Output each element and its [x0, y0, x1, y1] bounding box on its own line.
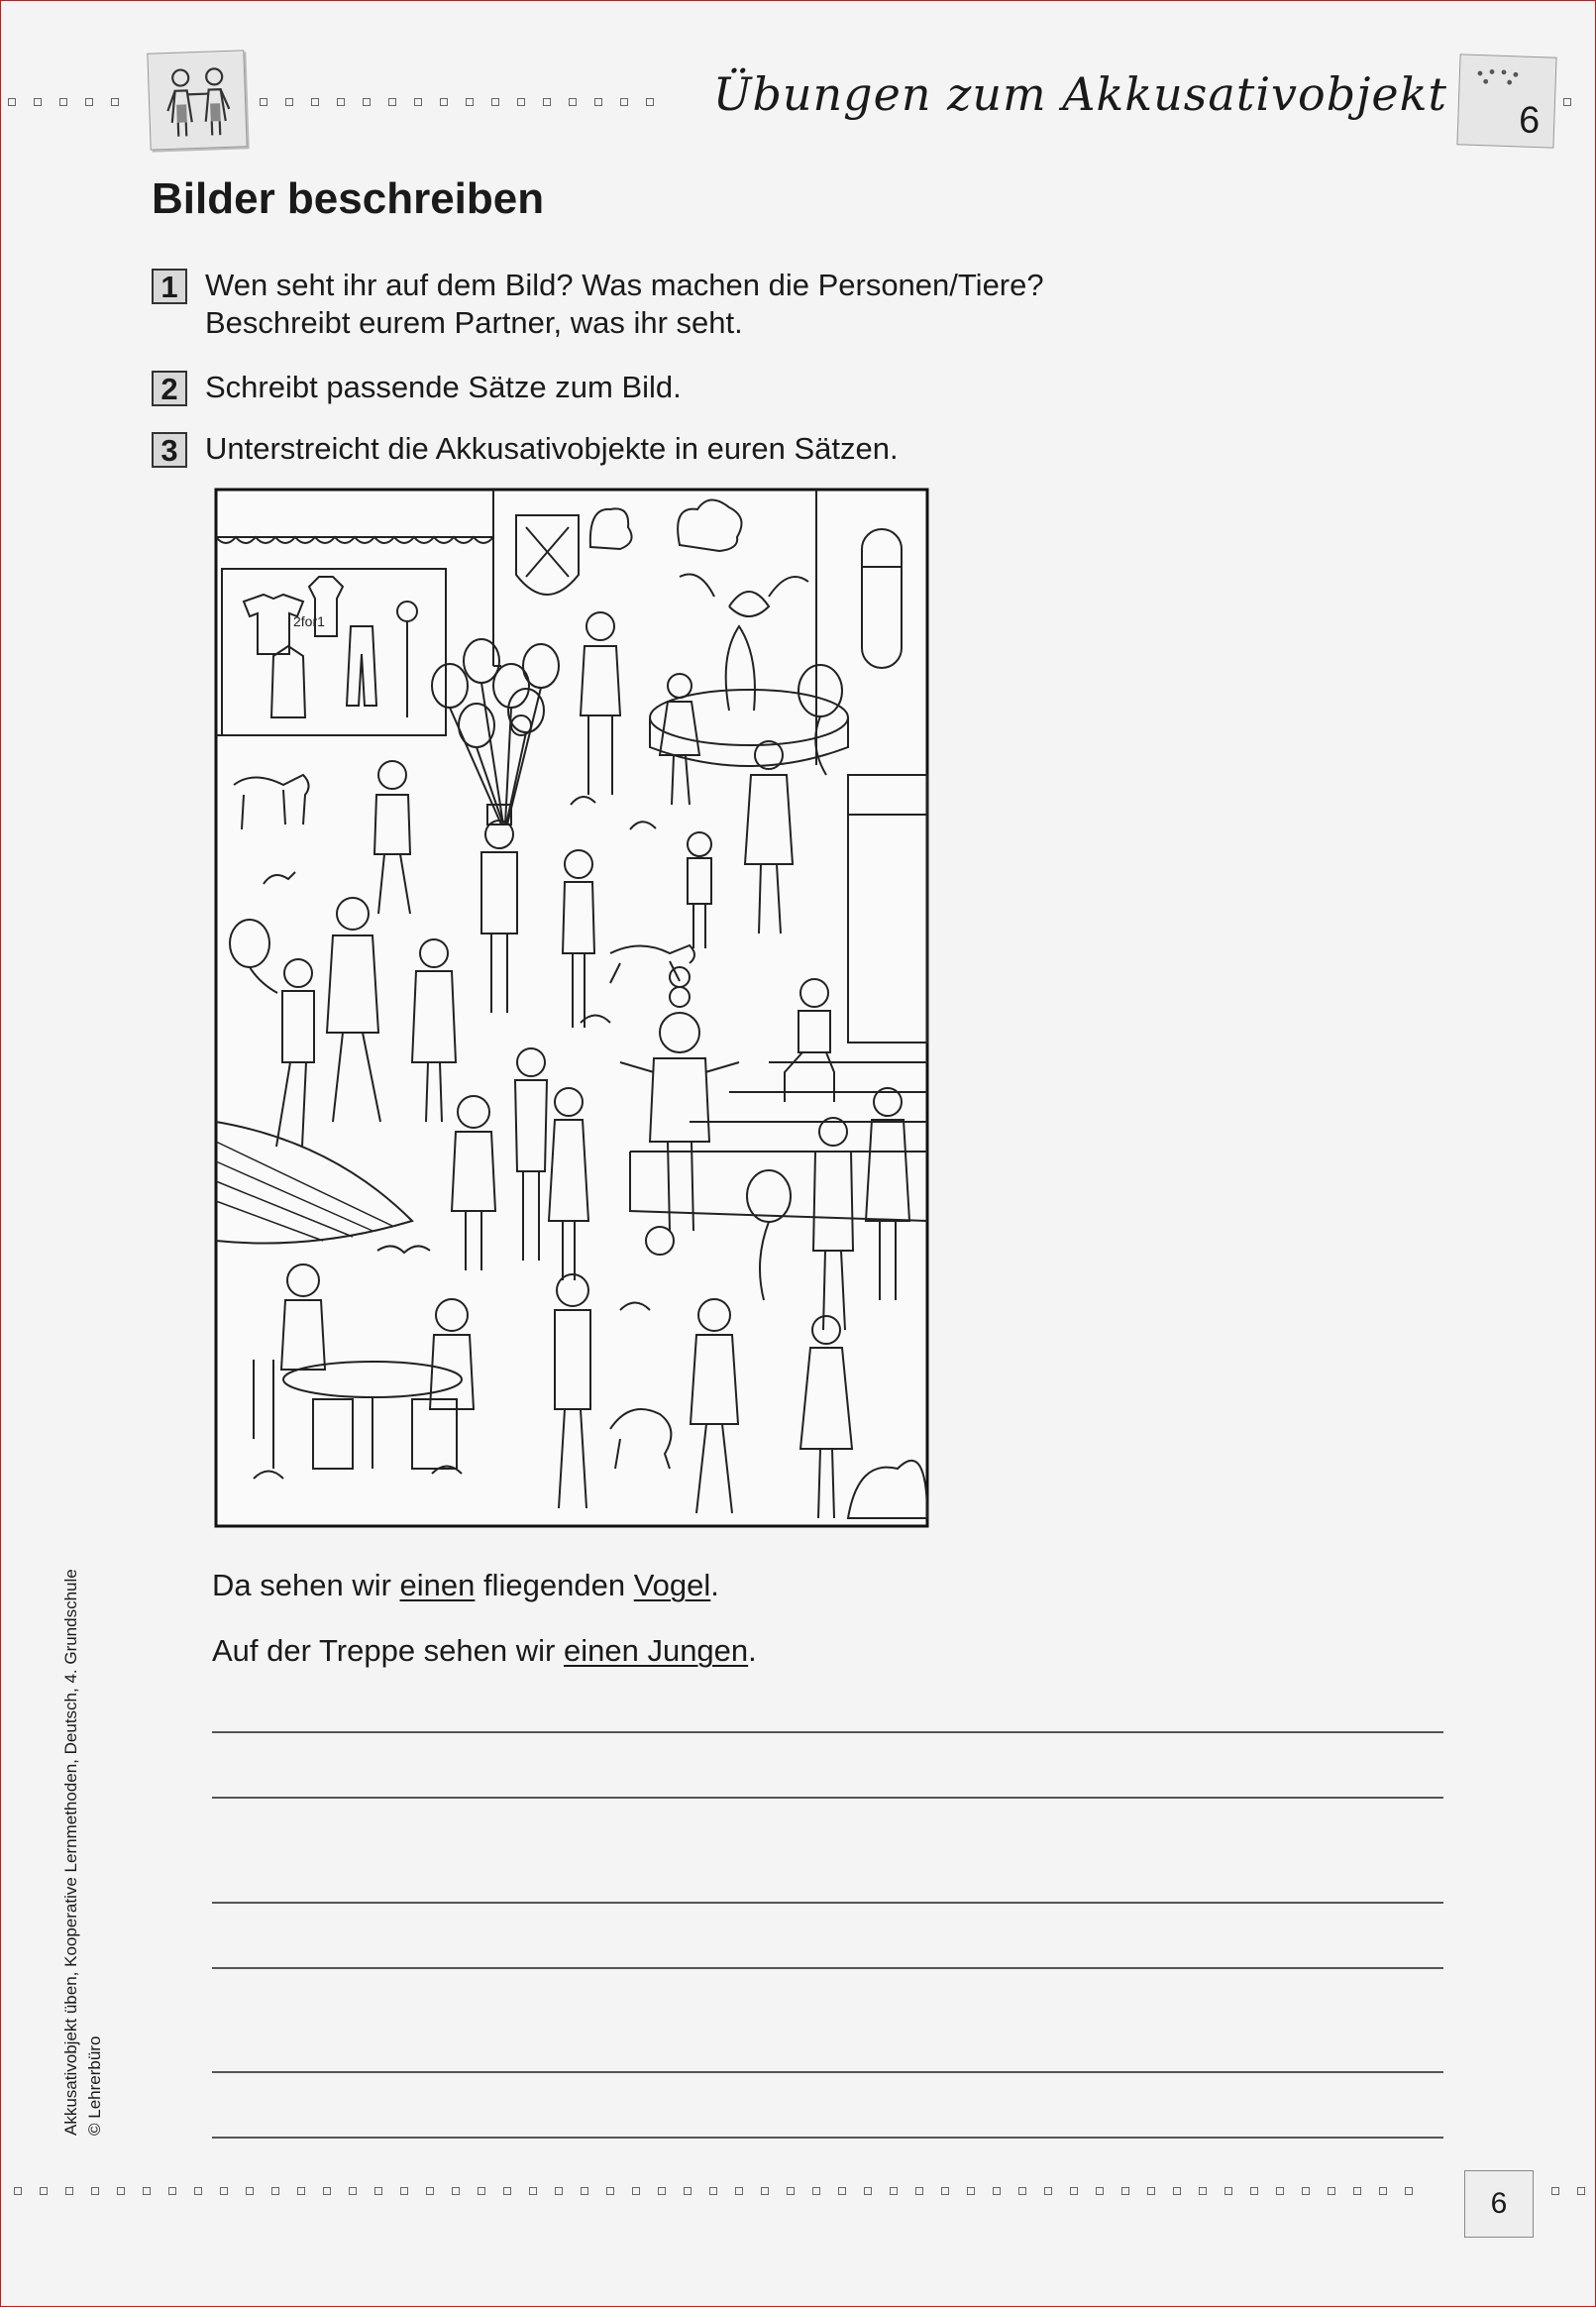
task-3	[152, 430, 899, 468]
example-text: Da sehen wir	[212, 1568, 400, 1602]
task-number: 1	[152, 269, 187, 304]
footer-dotted-rule-right	[1551, 2184, 1585, 2198]
task-1	[152, 267, 1044, 342]
writing-line[interactable]	[212, 1902, 1443, 1904]
example-text: fliegenden	[475, 1568, 634, 1602]
writing-line[interactable]	[212, 1731, 1443, 1733]
task-text: Unterstreicht die Akkusativobjekte in euren Sätzen.	[205, 431, 899, 466]
partner-work-icon	[147, 50, 247, 150]
side-credit-copyright: © Lehrerbüro	[85, 2035, 104, 2136]
writing-line[interactable]	[212, 1797, 1443, 1799]
task-number: 2	[152, 371, 187, 406]
example-text: .	[710, 1568, 719, 1602]
town-square-illustration	[214, 488, 929, 1528]
header-dotted-rule-left	[8, 95, 119, 109]
task-text-line: Beschreibt eurem Partner, was ihr seht.	[205, 305, 743, 340]
task-text-line: Wen seht ihr auf dem Bild? Was machen die Personen/Tiere?	[205, 268, 1044, 302]
shop-sign: 2for1	[293, 613, 325, 629]
side-credit	[59, 1569, 107, 2136]
example-underlined: Vogel	[633, 1568, 711, 1602]
writing-line[interactable]	[212, 2137, 1443, 2139]
header-title: Übungen zum Akkusativobjekt	[712, 67, 1447, 121]
footer-page-number: 6	[1464, 2170, 1534, 2238]
task-text	[205, 267, 1044, 342]
page-title: Bilder beschreiben	[152, 174, 545, 223]
header-number: 6	[1518, 99, 1542, 143]
header-dotted-rule-right	[1563, 95, 1571, 109]
footer-dotted-rule	[14, 2184, 1413, 2198]
example-sentence-1	[212, 1568, 719, 1603]
writing-line[interactable]	[212, 1967, 1443, 1969]
task-text: Schreibt passende Sätze zum Bild.	[205, 370, 682, 404]
example-sentence-2	[212, 1633, 757, 1669]
task-2	[152, 369, 682, 406]
header-dice-icon	[1456, 54, 1556, 148]
task-number: 3	[152, 432, 187, 468]
header-dotted-rule-middle	[260, 95, 654, 109]
writing-line[interactable]	[212, 2071, 1443, 2073]
side-credit-line: Akkusativobjekt üben, Kooperative Lernmethoden, Deutsch, 4. Grundschule	[61, 1569, 80, 2136]
example-text: Auf der Treppe sehen wir	[212, 1633, 564, 1668]
example-underlined: einen Jungen	[563, 1633, 749, 1668]
example-text: .	[748, 1633, 757, 1668]
example-underlined: einen	[399, 1568, 476, 1602]
